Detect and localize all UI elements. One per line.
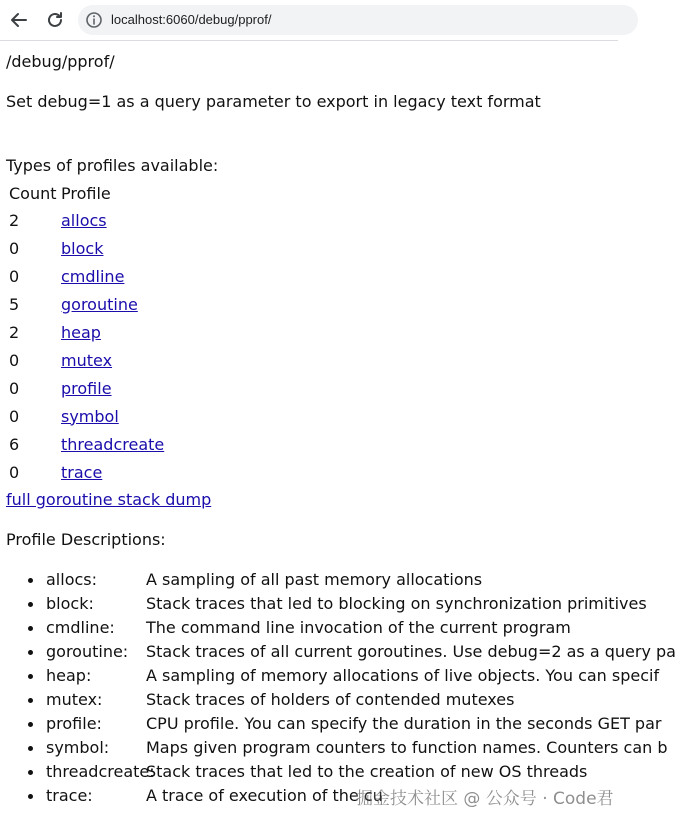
description-name: goroutine: — [46, 642, 129, 661]
profile-link-profile[interactable]: profile — [61, 378, 112, 398]
reload-icon — [45, 10, 65, 30]
description-name: symbol: — [46, 738, 110, 757]
profile-link-allocs[interactable]: allocs — [61, 210, 107, 230]
profile-link-goroutine[interactable]: goroutine — [61, 294, 138, 314]
profile-count: 2 — [9, 210, 20, 230]
bullet-icon — [28, 626, 33, 631]
description-text: A trace of execution of the cu — [146, 786, 383, 805]
profile-cell — [59, 430, 166, 458]
profile-link-mutex[interactable]: mutex — [61, 350, 113, 370]
table-row — [7, 430, 166, 458]
bullet-icon — [28, 578, 33, 583]
profile-cell — [59, 402, 166, 430]
profile-types-heading: Types of profiles available: — [6, 156, 219, 175]
description-text: Stack traces of all current goroutines. Use debug=2 as a query pa — [146, 642, 676, 661]
bullet-icon — [28, 746, 33, 751]
table-row — [7, 290, 166, 318]
profile-count: 2 — [9, 322, 20, 342]
table-row — [7, 402, 166, 430]
bullet-icon — [28, 722, 33, 727]
description-text: The command line invocation of the current program — [146, 618, 571, 637]
profile-cell — [59, 374, 166, 402]
profile-count: 0 — [9, 238, 20, 258]
bullet-icon — [28, 794, 33, 799]
profile-cell — [59, 234, 166, 262]
table-row — [7, 458, 166, 486]
profile-column-header: Profile — [61, 183, 111, 203]
info-icon[interactable] — [85, 11, 103, 29]
bullet-icon — [28, 602, 33, 607]
watermark: 掘金技术社区 @ 公众号 · Code君 — [356, 784, 614, 809]
bullet-icon — [28, 674, 33, 679]
table-row — [7, 374, 166, 402]
description-name: trace: — [46, 786, 93, 805]
description-name: cmdline: — [46, 618, 115, 637]
profile-link-block[interactable]: block — [61, 238, 104, 258]
profile-count: 0 — [9, 406, 20, 426]
profile-link-threadcreate[interactable]: threadcreate — [61, 434, 165, 454]
description-text: CPU profile. You can specify the duration in the seconds GET par — [146, 714, 662, 733]
bullet-icon — [28, 650, 33, 655]
description-text: Stack traces that led to blocking on synchronization primitives — [146, 594, 647, 613]
table-row — [7, 346, 166, 374]
profiles-table — [7, 180, 166, 486]
goroutine-stack-dump-link[interactable]: full goroutine stack dump — [6, 490, 212, 509]
bullet-icon — [28, 698, 33, 703]
profile-link-heap[interactable]: heap — [61, 322, 101, 342]
legacy-format-hint: Set debug=1 as a query parameter to export in legacy text format — [6, 92, 541, 111]
profile-cell — [59, 458, 166, 486]
description-name: threadcreate: — [46, 762, 155, 781]
profile-link-trace[interactable]: trace — [61, 462, 103, 482]
description-name: profile: — [46, 714, 102, 733]
table-row — [7, 234, 166, 262]
url-text[interactable]: localhost:6060/debug/pprof/ — [111, 12, 272, 27]
back-button[interactable] — [6, 7, 32, 33]
description-name: mutex: — [46, 690, 103, 709]
description-name: heap: — [46, 666, 92, 685]
table-row — [7, 262, 166, 290]
profile-count: 0 — [9, 462, 20, 482]
profile-link-cmdline[interactable]: cmdline — [61, 266, 125, 286]
profile-cell — [59, 346, 166, 374]
profile-count: 5 — [9, 294, 20, 314]
browser-toolbar — [0, 0, 618, 41]
profile-link-symbol[interactable]: symbol — [61, 406, 119, 426]
profile-cell — [59, 290, 166, 318]
description-name: allocs: — [46, 570, 98, 589]
address-bar[interactable] — [78, 5, 638, 35]
profile-cell — [59, 206, 166, 234]
count-column-header: Count — [9, 183, 57, 203]
table-header-row — [7, 180, 166, 206]
table-row — [7, 318, 166, 346]
description-text: Stack traces that led to the creation of new OS threads — [146, 762, 588, 781]
reload-button[interactable] — [42, 7, 68, 33]
description-text: Stack traces of holders of contended mutexes — [146, 690, 515, 709]
profile-count: 0 — [9, 266, 20, 286]
profile-count: 6 — [9, 434, 20, 454]
description-text: A sampling of all past memory allocations — [146, 570, 483, 589]
bullet-icon — [28, 770, 33, 775]
description-text: Maps given program counters to function names. Counters can b — [146, 738, 668, 757]
profile-cell — [59, 318, 166, 346]
table-row — [7, 206, 166, 234]
page-title: /debug/pprof/ — [6, 52, 115, 71]
profile-count: 0 — [9, 378, 20, 398]
profile-cell — [59, 262, 166, 290]
description-text: A sampling of memory allocations of live objects. You can specif — [146, 666, 660, 685]
back-arrow-icon — [9, 10, 29, 30]
profile-descriptions-heading: Profile Descriptions: — [6, 530, 166, 549]
description-name: block: — [46, 594, 94, 613]
profile-count: 0 — [9, 350, 20, 370]
